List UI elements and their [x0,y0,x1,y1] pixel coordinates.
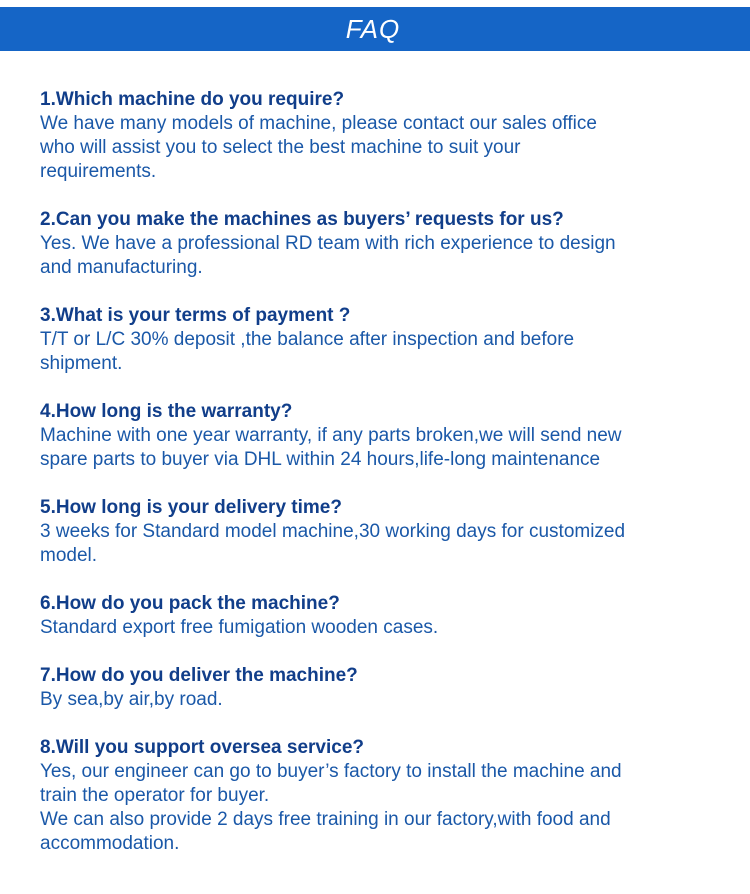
faq-answer-line: We can also provide 2 days free training in our factory,with food and [40,809,611,830]
faq-answer [40,112,720,184]
faq-answer-line: model. [40,545,98,566]
page-title: FAQ [345,13,401,44]
faq-question: 8.Will you support oversea service? [40,737,365,758]
faq-question: 2.Can you make the machines as buyers’ requests for us? [40,209,564,230]
faq-item [40,304,720,376]
faq-answer-line: Yes. We have a professional RD team with rich experience to design [40,233,616,254]
faq-answer [40,520,720,568]
faq-item [40,592,720,640]
faq-list [40,88,720,856]
faq-item [40,736,720,856]
faq-answer [40,424,720,472]
faq-answer-line: Yes, our engineer can go to buyer’s factory to install the machine and [40,761,622,782]
faq-answer-line: 3 weeks for Standard model machine,30 working days for customized [40,521,626,542]
faq-answer-line: who will assist you to select the best machine to suit your [40,137,521,158]
faq-item [40,208,720,280]
faq-answer-line: and manufacturing. [40,257,203,278]
faq-item [40,400,720,472]
faq-question: 5.How long is your delivery time? [40,497,342,518]
faq-header-banner [0,7,750,51]
faq-answer-line: spare parts to buyer via DHL within 24 hours,life-long maintenance [40,449,601,470]
faq-answer-line: T/T or L/C 30% deposit ,the balance after inspection and before [40,329,575,350]
faq-item [40,88,720,184]
faq-answer-line: Machine with one year warranty, if any parts broken,we will send new [40,425,622,446]
faq-answer [40,760,720,856]
faq-question: 6.How do you pack the machine? [40,593,340,614]
faq-question: 7.How do you deliver the machine? [40,665,358,686]
faq-answer-line: We have many models of machine, please contact our sales office [40,113,597,134]
faq-answer-line: By sea,by air,by road. [40,689,223,710]
faq-answer-line: Standard export free fumigation wooden cases. [40,617,439,638]
faq-answer [40,232,720,280]
faq-item [40,664,720,712]
faq-answer-line: shipment. [40,353,123,374]
faq-question: 3.What is your terms of payment ? [40,305,351,326]
faq-item [40,496,720,568]
faq-question: 4.How long is the warranty? [40,401,293,422]
faq-answer-line: train the operator for buyer. [40,785,270,806]
faq-answer [40,616,720,640]
faq-answer [40,688,720,712]
faq-answer-line: accommodation. [40,833,180,854]
faq-answer-line: requirements. [40,161,157,182]
faq-question: 1.Which machine do you require? [40,89,345,110]
faq-answer [40,328,720,376]
